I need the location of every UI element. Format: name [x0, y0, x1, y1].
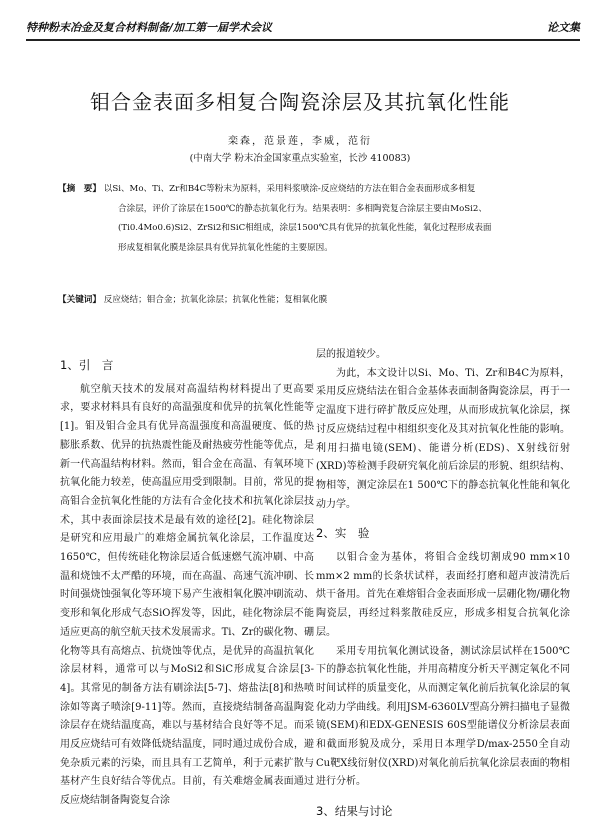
experiment-paragraph-2: 采用专用抗氧化测试设备，测试涂层试样在1500℃下的静态抗氧化性能，并用高精度分析天平测定氧化不同时间试样的质量变化，从而测定氧化前后抗氧化涂层的氧化动力学曲线。利用JSM-6360LV型高分辨扫描电子显微镜(SEM)和EDX-GENESIS 60S型能谱仪分析涂层表面和截面形貌及成分，采用日本理学D/max-2550全自动Cu靶X线衍射仪(XRD)对氧化前后抗氧化涂层表面的物相进行分析。	[316, 645, 570, 788]
intro-continuation: 层的报道较少。	[316, 349, 386, 360]
header-rule	[26, 39, 580, 41]
section-heading-introduction: 1、引 言	[60, 358, 114, 372]
section-heading-experiment: 2、实 验	[316, 526, 370, 541]
right-column	[316, 346, 570, 827]
abstract-line: 以Si、Mo、Ti、Zr和B4C等粉末为原料，采用料浆喷涂-反应烧结的方法在钼合金表面形成多相复	[103, 184, 476, 194]
abstract-label: 【摘 要】	[58, 184, 101, 194]
abstract-line: (Ti0.4Mo0.6)Si2、ZrSi2和SiC相组成，涂层1500℃具有优异的抗氧化性能，氧化过程形成表面	[118, 223, 492, 233]
keywords-label: 【关键词】	[58, 295, 101, 305]
keywords-text: 反应烧结；钼合金；抗氧化涂层；抗氧化性能；复相氧化膜	[103, 295, 328, 305]
experiment-paragraph-1: 以钼合金为基体，将钼合金线切割成90 mm×10 mm×2 mm的长条状试样，表面经打磨和超声波清洗后烘干备用。首先在难熔钼合金表面形成一层硼化物/硼化物陶瓷层，再经过料浆散硅反应，形成多相复合抗氧化涂层。	[316, 552, 570, 638]
abstract-block	[58, 180, 558, 258]
left-column	[60, 346, 314, 811]
keywords-block	[58, 293, 558, 305]
intro-paragraph: 航空航天技术的发展对高温结构材料提出了更高要求，要求材料具有良好的高温强度和优异的抗氧化性能等[1]。钼及钼合金具有优异高温强度和高温硬度、低的热膨胀系数、优异的抗热震性能及耐热疲劳性能等优点，是新一代高温结构材料。然而，钼合金在高温、有氧环境下抗氧化能力较差，使高温应用受到限制。目前，常见的提高钼合金抗氧化性能的方法有合金化技术和抗氧化涂层技术，其中表面涂层技术是最有效的途径[2]。硅化物涂层是研究和应用最广的难熔金属抗氧化涂层，工作温度达1650℃，但传统硅化物涂层适合低速燃气流冲刷、中高温和烧蚀不太严酷的环境，而在高温、高速气流冲刷、长时间强烧蚀强氧化等环境下易产生液相氧化膜冲刷流动、变形和氧化形成气态SiO挥发等，因此，硅化物涂层不能适应更高的航空航天技术发展需求。Ti、Zr的碳化物、硼化物等具有高熔点、抗烧蚀等优点，是优异的高温抗氧化涂层材料，通常可以与MoSi2和SiC形成复合涂层[3-4]。其常见的制备方法有刷涂法[5-7]、熔盐法[8]和热喷涂如等离子喷涂[9-11]等。然而，直接烧结制备高温陶瓷涂层存在烧结温度高，难以与基材结合良好等不足。而采用反应烧结可有效降低烧结温度，同时通过成份合成，避免杂质元素的污染，而且具有工艺简单，利于元素扩散与基材产生良好结合等优点。目前，有关难熔金属表面通过反应烧结制备陶瓷复合涂	[60, 383, 314, 807]
paper-title: 钼合金表面多相复合陶瓷涂层及其抗氧化性能	[90, 90, 510, 114]
affiliation: (中南大学 粉末冶金国家重点实验室，长沙 410083)	[189, 153, 411, 164]
running-header	[26, 17, 580, 37]
section-heading-results: 3、结果与讨论	[316, 804, 393, 819]
intro-paragraph-2: 为此，本文设计以Si、Mo、Ti、Zr和B4C为原料，采用反应烧结法在钼合金基体表面制备陶瓷涂层，再于一定温度下进行碎扩散反应处理，从而形成抗氧化涂层，探讨反应烧结过程中相组织变化及其对抗氧化性能的影响。利用扫描电镜(SEM)、能谱分析(EDS)、X射线衍射(XRD)等检测手段研究氧化前后涂层的形貌、组织结构、物相等，测定涂层在1 500℃下的静态抗氧化性能和氧化动力学。	[316, 367, 570, 510]
conference-name: 特种粉末冶金及复合材料制备/加工第一届学术会议	[26, 21, 273, 34]
author-list: 栾森，范景莲，李威，范衍	[228, 136, 372, 147]
abstract-line: 形成复相氧化膜是涂层具有优异抗氧化性能的主要原因。	[118, 242, 333, 253]
abstract-line: 合涂层，评价了涂层在1500℃的静态抗氧化行为。结果表明：多相陶瓷复合涂层主要由MoSi2、	[118, 203, 487, 214]
section-name: 论文集	[547, 21, 580, 34]
